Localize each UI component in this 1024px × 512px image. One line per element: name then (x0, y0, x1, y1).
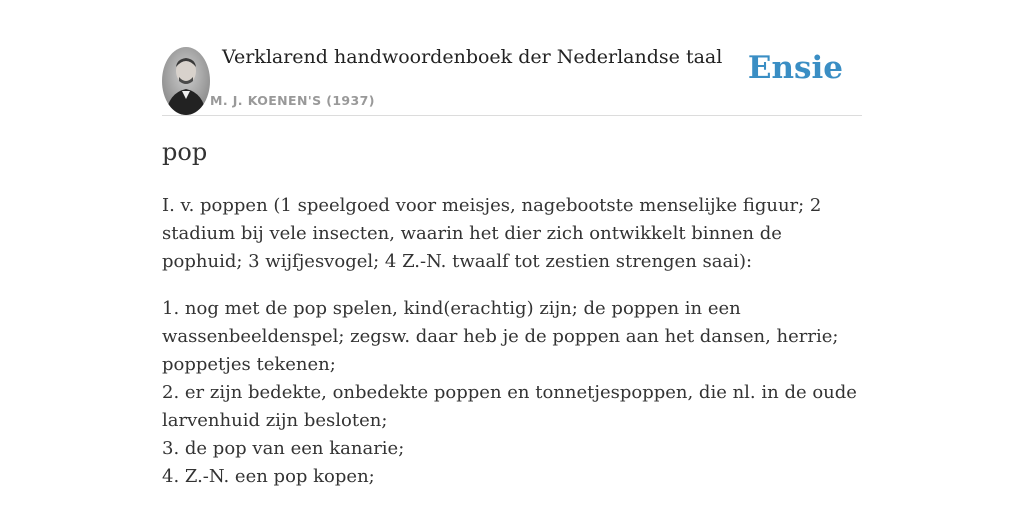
sense-list (162, 295, 862, 491)
brand-logo-link[interactable]: Ensie (747, 50, 843, 86)
author-portrait-icon (162, 47, 210, 115)
sense-item: 4. Z.-N. een pop kopen; (162, 466, 375, 487)
entry-headword: pop (162, 138, 208, 166)
entry-definition: I. v. poppen (1 speelgoed voor meisjes, nagebootste menselijke figuur; 2 stadium bij vele insecten, waarin het dier zich ontwikkelt binnen de pophuid; 3 wijfjesvogel; 4 Z.-N. twaalf tot zestien strengen saai): (162, 195, 822, 272)
sense-item: 3. de pop van een kanarie; (162, 438, 405, 459)
book-subtitle: M. J. KOENEN'S (1937) (210, 93, 375, 108)
dictionary-header (162, 40, 862, 116)
sense-item: 1. nog met de pop spelen, kind(erachtig) zijn; de poppen in een wassenbeeldenspel; zegsw. daar heb je de poppen aan het dansen, herrie; poppetjes tekenen; (162, 298, 839, 375)
sense-item: 2. er zijn bedekte, onbedekte poppen en tonnetjespoppen, die nl. in de oude larvenhuid zijn besloten; (162, 382, 857, 431)
book-title: Verklarend handwoordenboek der Nederlandse taal (222, 46, 723, 68)
